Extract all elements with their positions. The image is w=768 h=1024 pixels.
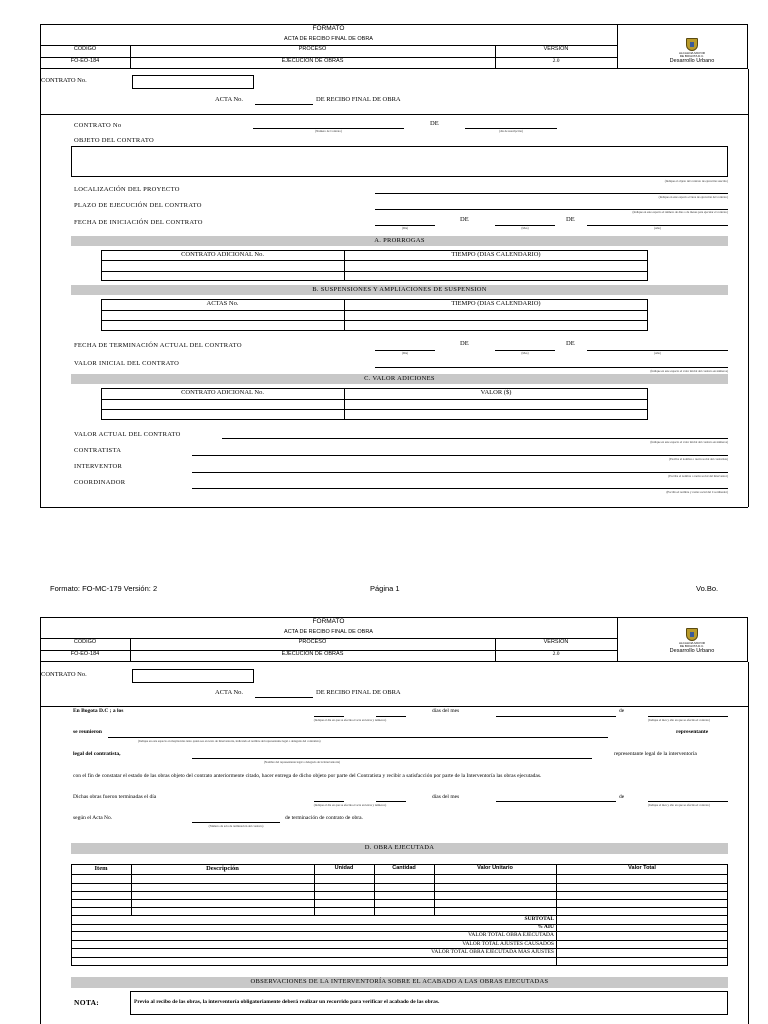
table-divider [101,399,648,400]
interventor-hint: (Escriba el nombre o razón social del Interventor) [668,474,728,478]
localizacion-hint: (Indique en este espacio el área de ejecución del contrato) [658,195,728,199]
adiciones-col1: CONTRATO ADICIONAL No. [181,389,264,396]
acta-no-label: ACTA No. [215,96,244,103]
header-formato: FORMATO [312,25,345,32]
contrato-no-label: CONTRATO No. [41,77,87,84]
ano-line[interactable] [648,716,728,717]
reunieron-hint: (Indique en este espacio en mayúsculas tanto quien sea en texto de Interventoría, indicando el nombre del representante legal o delegado del contratista) [138,739,321,743]
table-divider [556,864,557,966]
adiciones-col2: VALOR ($) [480,389,512,396]
representante-label: representante [676,729,709,735]
proceso-label: PROCESO [298,639,327,645]
page-frame [40,69,41,507]
page-frame [40,662,41,1024]
objeto-label: OBJETO DEL CONTRATO [74,137,154,144]
fecha-terminacion-label: FECHA DE TERMINACIÓN ACTUAL DEL CONTRATO [74,342,242,349]
nota-text: Previo al recibo de las obras, la interventoría obligatoriamente deberá realizar un recorrido para verificar el acabado de las obras. [134,999,440,1005]
segun-acta-line[interactable] [192,822,280,823]
version-label: VERSIÓN [543,639,569,645]
section-observaciones-title: OBSERVACIONES DE LA INTERVENTORÍA SOBRE EL ACABADO A LAS OBRAS EJECUTADAS [250,978,549,985]
dias-line-2[interactable] [376,716,406,717]
codigo-value: FO-EO-184 [70,58,100,64]
footer-formato: Formato: FO-MC-179 Versión: 2 [50,584,158,593]
plazo-hint: (Indique en este espacio el número de días o de meses para ejecutar el contrato) [632,210,728,214]
logo [657,38,727,66]
logo [657,628,727,656]
version-value: 2.0 [552,58,560,64]
codigo-label: CÓDIGO [73,639,97,645]
dia-hint: (Día) [401,351,409,355]
de-recibo-label: DE RECIBO FINAL DE OBRA [316,96,401,103]
coat-of-arms-icon [686,628,698,641]
contratista-line[interactable] [192,455,728,456]
de-label: DE [460,340,469,347]
suspensiones-col2: TIEMPO (DIAS CALENDARIO) [451,300,541,307]
page-frame [748,69,749,507]
coordinador-label: COORDINADOR [74,479,126,486]
dia-hint: (Día) [401,226,409,230]
representante-legal-int: representante legal de la interventoría [614,751,697,757]
dias-del-mes-label: días del mes [432,794,460,800]
dias-hint: (Indique el día en que se efectúa el acta en letras y números) [313,718,387,722]
prorrogas-col1: CONTRATO ADICIONAL No. [181,251,264,258]
interventor-line[interactable] [192,472,728,473]
table-divider [71,957,728,958]
acta-no-line[interactable] [255,104,313,105]
header-formato: FORMATO [312,618,345,625]
col-valor-total: Valor Total [628,865,656,871]
dias-hint: (Indique el día en que se efectúa el acta en letras y números) [313,803,387,807]
proceso-label: PROCESO [298,46,327,52]
legal-contratista-label: legal del contratista, [73,751,121,757]
reunieron-line[interactable] [108,737,608,738]
header-title: ACTA DE RECIBO FINAL DE OBRA [284,36,373,42]
contrato-no-input[interactable] [132,75,254,89]
proceso-value: EJECUCIÓN DE OBRAS [281,651,344,657]
acta-no-label: ACTA No. [215,689,244,696]
de-label: DE [460,216,469,223]
table-divider [71,891,728,892]
table-divider [314,864,315,915]
valor-inicial-hint: (Indique en este espacio el valor inicial del contrato en números) [650,369,728,373]
dias-del-mes-label: días del mes [432,708,460,714]
header-divider [617,617,618,662]
page-frame [40,706,748,707]
terminadas-dia-line[interactable] [314,801,344,802]
fecha-inicio-label: FECHA DE INICIACIÓN DEL CONTRATO [74,219,203,226]
constatar-text: con el fin de constatar el estado de las obras objeto del contrato anteriormente citado, hacer entrega de dicho objeto por parte del Contratista y recibir a satisfacción por parte de la Interventoría las obras ejecutadas. [73,773,542,779]
suspensiones-col1: ACTAS No. [206,300,239,307]
table-divider [101,260,648,261]
prorrogas-col2: TIEMPO (DIAS CALENDARIO) [451,251,541,258]
plazo-label: PLAZO DE EJECUCIÓN DEL CONTRATO [74,202,202,209]
se-reunieron-label: se reunieron [73,729,102,735]
valor-total-mas-label: VALOR TOTAL OBRA EJECUTADA MAS AJUSTES [431,949,554,955]
interventor-label: INTERVENTOR [74,463,123,470]
table-divider [434,864,435,915]
header-title: ACTA DE RECIBO FINAL DE OBRA [284,629,373,635]
logo-line2: DE BOGOTA D.C. [679,54,705,58]
aiu-label: % AIU [537,924,554,930]
de-recibo-label: DE RECIBO FINAL DE OBRA [316,689,401,696]
valor-actual-line[interactable] [222,438,728,439]
terminadas-ano-line[interactable] [648,801,728,802]
codigo-value: FO-EO-184 [70,651,100,657]
table-divider [71,907,728,908]
nombre-hint: (Nombre del representante legal o delegado de la Interventoría) [263,760,341,764]
logo-line1: ALCALDIA MAYOR [679,641,705,645]
mes-line[interactable] [496,716,616,717]
dias-line[interactable] [314,716,344,717]
version-label: VERSIÓN [543,46,569,52]
valor-inicial-line[interactable] [375,367,728,368]
header-divider [617,24,618,69]
dia-suscripcion-hint: (día de suscripción) [499,129,523,133]
page-frame [40,507,748,508]
localizacion-line[interactable] [375,193,728,194]
en-bogota-label: En Bogota D.C ; a los [73,708,124,714]
mes-hint: (Mes) [521,226,529,230]
mes-hint: (Indique el mes y año en que se efectúa el contrato) [648,718,710,722]
table-divider [374,864,375,915]
valor-total-obra-label: VALOR TOTAL OBRA EJECUTADA [468,932,554,938]
page-frame [748,662,749,1024]
table-divider [101,271,648,272]
coordinador-hint: (Escriba el nombre y razón social del Coordinador) [666,490,728,494]
subtotal-label: SUBTOTAL [524,916,554,922]
footer-pagina: Página 1 [370,584,400,593]
contrato-number-hint: (Numero de Contrato) [315,129,342,133]
logo-brand: Desarrollo Urbano [669,58,715,64]
contratista-hint: (Escriba el nombre o razón social del contratista) [669,457,728,461]
contrato-no-input[interactable] [132,669,254,683]
ano-hint: (Año) [653,351,662,355]
terminadas-label: Dichas obras fueron terminadas el día [73,794,157,800]
terminadas-mes-line[interactable] [496,801,616,802]
col-valor-unitario: Valor Unitario [477,865,513,871]
coordinador-line[interactable] [192,488,728,489]
table-divider [101,409,648,410]
table-divider [101,320,648,321]
section-suspensiones-title: B. SUSPENSIONES Y AMPLIACIONES DE SUSPENSION [312,286,487,293]
mes-hint: (Mes) [521,351,529,355]
col-cantidad: Cantidad [392,865,416,871]
page-frame [40,114,748,115]
valor-actual-label: VALOR ACTUAL DEL CONTRATO [74,431,181,438]
de-label: DE [566,216,575,223]
contrato-no-label: CONTRATO No. [41,671,87,678]
de-label: de [619,794,625,800]
acta-hint: (Número de acta de terminación del contrato) [208,824,264,828]
logo-brand: Desarrollo Urbano [669,648,715,654]
objeto-input[interactable] [71,146,728,177]
version-value: 2.0 [552,651,560,657]
terminadas-dia-line-2[interactable] [376,801,406,802]
nombre-line[interactable] [192,758,592,759]
proceso-value: EJECUCIÓN DE OBRAS [281,58,344,64]
footer-vobo: Vo.Bo. [696,584,719,593]
ano-hint: (Año) [653,226,662,230]
acta-no-line[interactable] [255,697,313,698]
valor-actual-hint: (Indique en este espacio el valor inicial del contrato en números) [650,440,728,444]
de-label: de [619,708,625,714]
objeto-hint: (Indique el objeto del contrato de ejecución suscrito) [664,179,728,183]
col-descripcion: Descripción [206,865,239,872]
mes-hint: (Indique el mes y año en que se efectúa el contrato) [648,803,710,807]
nota-label: NOTA: [74,998,100,1007]
localizacion-label: LOCALIZACIÓN DEL PROYECTO [74,186,180,193]
contratista-label: CONTRATISTA [74,447,122,454]
table-divider [71,874,728,875]
table-divider [71,899,728,900]
codigo-label: CÓDIGO [73,46,97,52]
de-label: DE [430,120,439,127]
col-unidad: Unidad [334,865,354,871]
valor-total-ajustes-label: VALOR TOTAL AJUSTES CAUSADOS [462,941,554,947]
logo-line2: DE BOGOTA D.C. [679,644,705,648]
valor-inicial-label: VALOR INICIAL DEL CONTRATO [74,360,180,367]
section-adiciones-title: C. VALOR ADICIONES [364,375,435,382]
contrato-label: CONTRATO No [74,122,122,129]
table-divider [101,310,648,311]
section-obra-title: D. OBRA EJECUTADA [364,844,435,851]
segun-label: según el Acta No. [73,815,113,821]
terminacion-label: de terminación de contrato de obra. [285,815,363,821]
coat-of-arms-icon [686,38,698,51]
logo-line1: ALCALDIA MAYOR [679,51,705,55]
col-item: Item [94,865,108,872]
de-label: DE [566,340,575,347]
section-prorrogas-title: A. PRORROGAS [374,237,425,244]
table-divider [71,883,728,884]
